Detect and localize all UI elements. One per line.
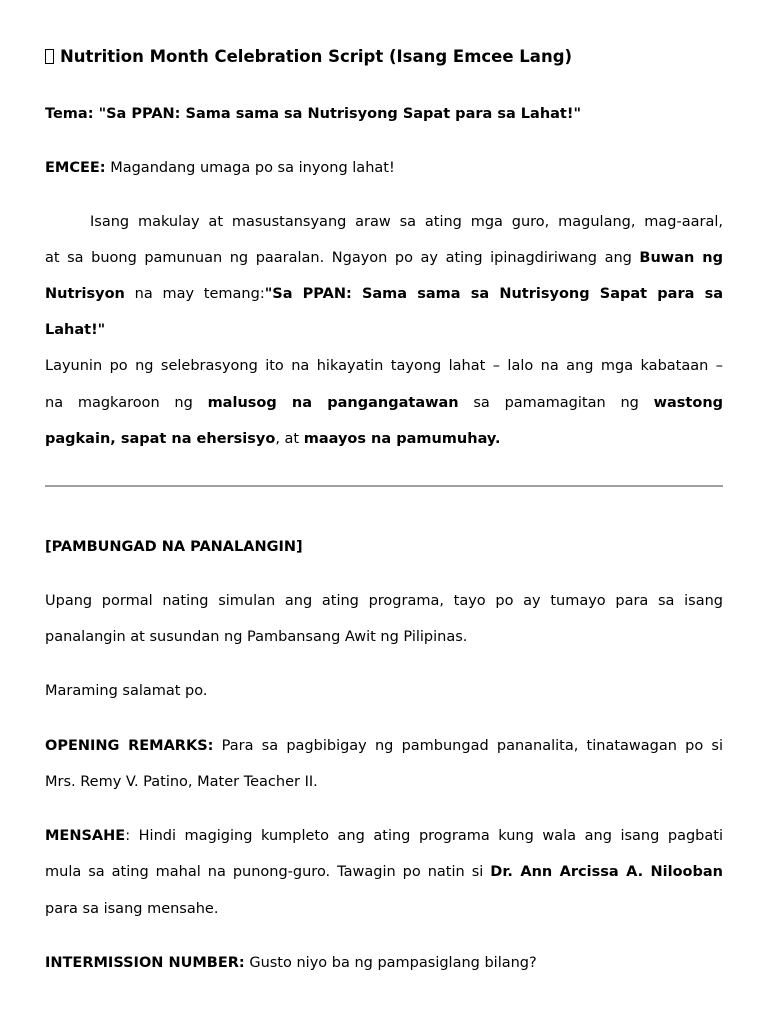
purpose-text-2a: na magkaroon ng [45, 395, 193, 411]
document-title-text: Nutrition Month Celebration Script (Isang Emcee Lang) [60, 47, 573, 66]
thanks-text: Maraming salamat po. [45, 683, 208, 699]
intermission-label: INTERMISSION NUMBER: [45, 955, 245, 971]
message-text-1: : Hindi magiging kumpleto ang ating programa kung wala ang isang pagbati [125, 828, 723, 844]
intro-line-1 [45, 204, 723, 240]
purpose-line-2 [45, 385, 723, 421]
intro-text-3c: "Sa PPAN: Sama sama sa Nutrisyong Sapat para sa [264, 286, 724, 302]
opening-text-1: Para sa pagbibigay ng pambungad pananalita, tinatawagan po si [221, 738, 724, 754]
intro-line-2 [45, 240, 723, 276]
purpose-line-1 [45, 348, 723, 384]
message-text-2b: Dr. Ann Arcissa A. Nilooban [490, 864, 723, 880]
intro-text-3a: Nutrisyon [45, 286, 125, 302]
document-title [45, 45, 723, 69]
message-label: MENSAHE [45, 828, 126, 844]
intro-line-3 [45, 276, 723, 312]
opening-line-1 [45, 728, 723, 764]
prayer-text-2: panalangin at susundan ng Pambansang Awit ng Pilipinas. [45, 629, 468, 645]
purpose-text-3c: maayos na pamumuhay. [303, 431, 501, 447]
emcee-label: EMCEE: [45, 160, 106, 176]
intro-text-3b: na may temang: [134, 286, 265, 302]
prayer-line-1 [45, 583, 723, 619]
purpose-text-3a: pagkain, sapat na ehersisyo [45, 431, 276, 447]
prayer-line-2 [45, 619, 723, 655]
opening-line-2 [45, 764, 723, 800]
opening-text-2: Mrs. Remy V. Patino, Mater Teacher II. [45, 774, 318, 790]
emcee-greeting: Magandang umaga po sa inyong lahat! [110, 160, 395, 176]
intro-line-4 [45, 312, 723, 348]
opening-label: OPENING REMARKS: [45, 738, 214, 754]
purpose-text-2c: sa pamamagitan ng [473, 395, 639, 411]
purpose-text-1: Layunin po ng selebrasyong ito na hikayatin tayong lahat – lalo na ang mga kabataan – [45, 358, 723, 374]
intermission-text: Gusto niyo ba ng pampasiglang bilang? [249, 955, 537, 971]
purpose-line-3 [45, 421, 723, 457]
theme-value: "Sa PPAN: Sama sama sa Nutrisyong Sapat para sa Lahat!" [98, 106, 582, 122]
purpose-text-3b: , at [275, 431, 300, 447]
message-line-3 [45, 891, 723, 927]
intro-text-1: Isang makulay at masustansyang araw sa ating mga guro, magulang, mag-aaral, [90, 214, 723, 230]
theme-line [45, 96, 723, 132]
intro-text-2a: at sa buong pamunuan ng paaralan. Ngayon po ay ating ipinagdiriwang ang [45, 250, 632, 266]
intro-text-2b: Buwan ng [639, 250, 723, 266]
theme-label: Tema: [45, 106, 94, 122]
thanks-line [45, 673, 723, 709]
purpose-text-2d: wastong [653, 395, 724, 411]
message-line-2 [45, 854, 723, 890]
intermission-line [45, 945, 723, 981]
purpose-text-2b: malusog na pangangatawan [207, 395, 459, 411]
message-text-3: para sa isang mensahe. [45, 901, 219, 917]
missing-glyph-icon [45, 49, 54, 64]
message-line-1 [45, 818, 723, 854]
prayer-heading-text: [PAMBUNGAD NA PANALANGIN] [45, 539, 303, 555]
intro-text-4: Lahat!" [45, 322, 106, 338]
message-text-2a: mula sa ating mahal na punong-guro. Tawagin po natin si [45, 864, 484, 880]
prayer-text-1: Upang pormal nating simulan ang ating programa, tayo po ay tumayo para sa isang [45, 593, 723, 609]
emcee-greeting-line [45, 150, 723, 186]
horizontal-divider [45, 485, 723, 487]
prayer-heading [45, 529, 723, 565]
